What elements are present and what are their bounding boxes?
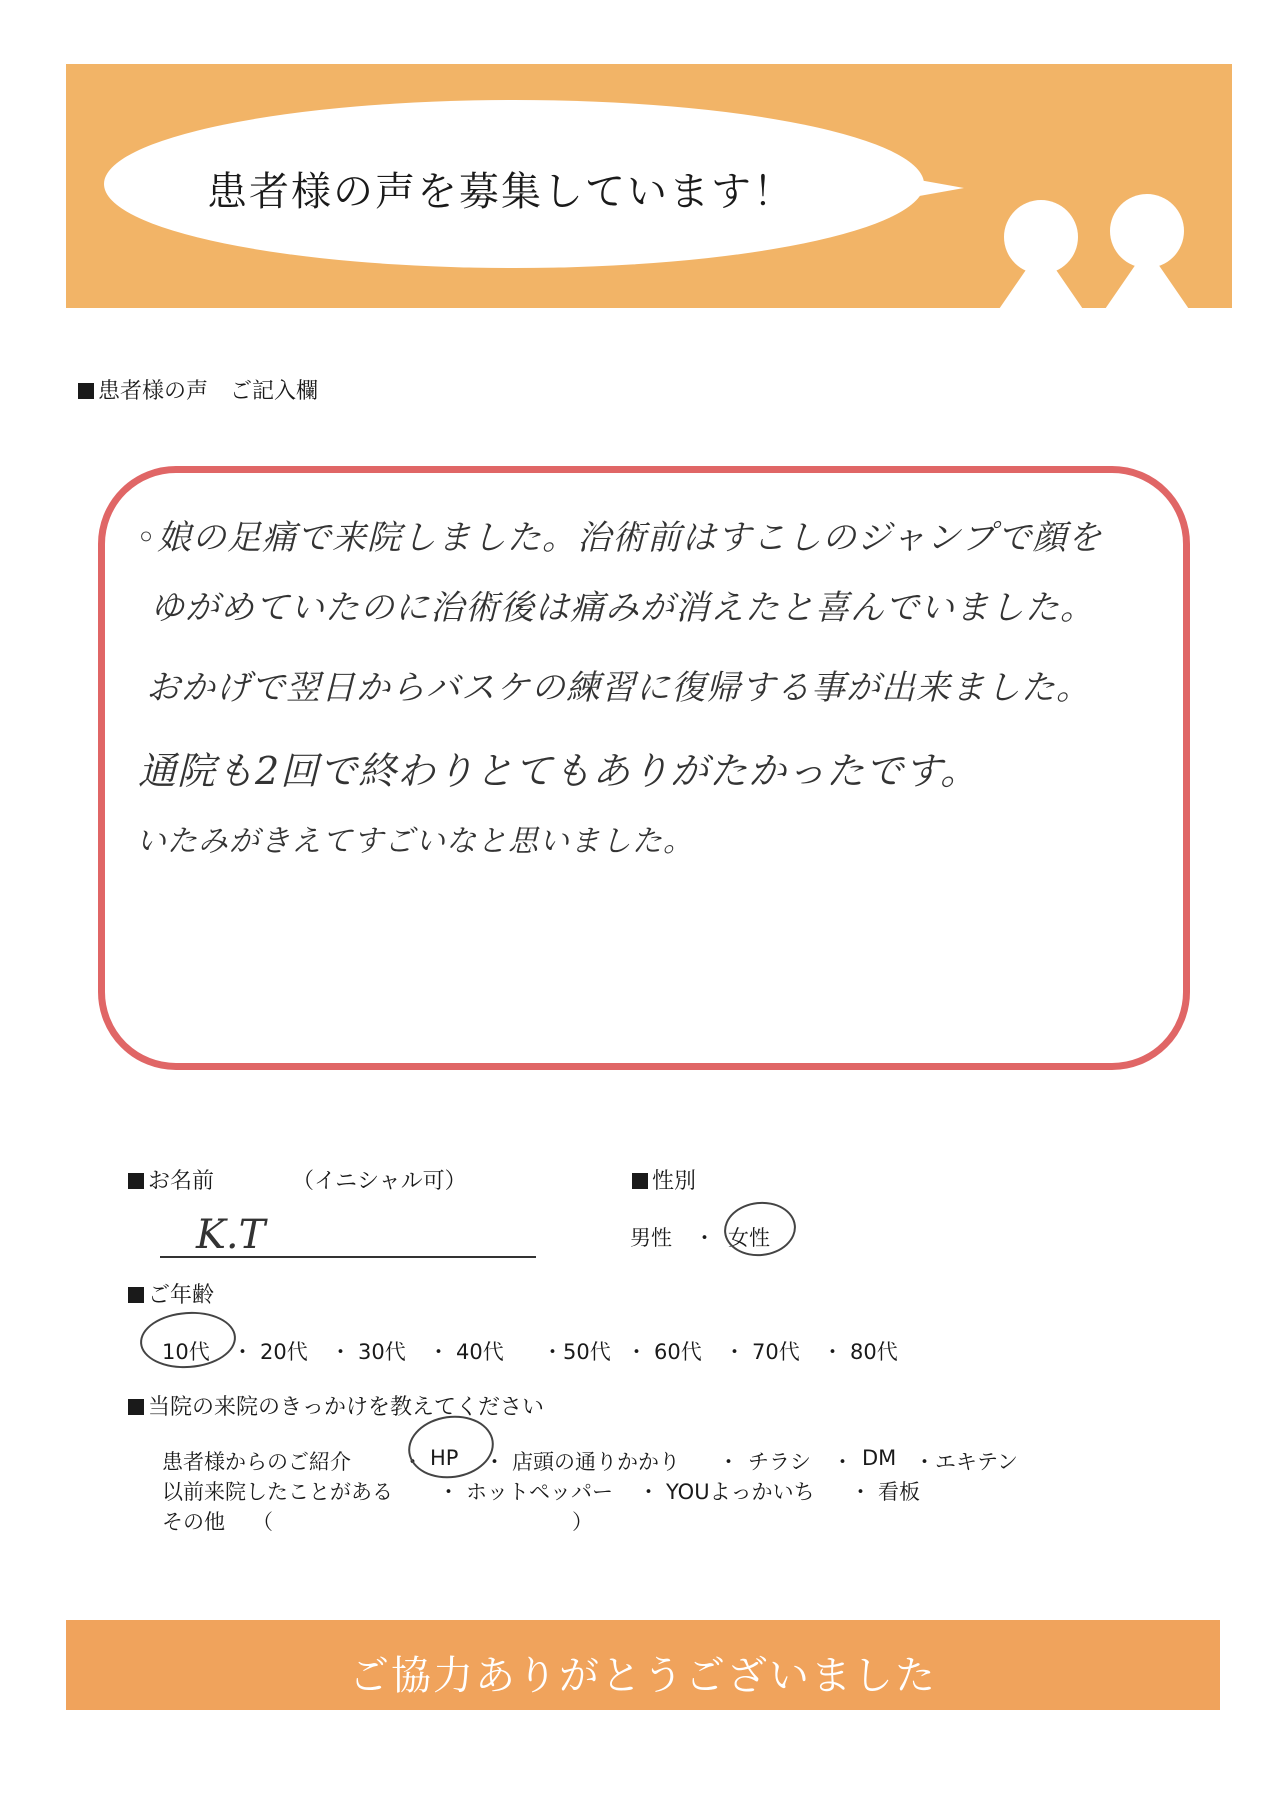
- page-title: 患者様の声を募集しています！: [207, 169, 795, 215]
- source-option-you-yokkaichi[interactable]: YOUよっかいち: [666, 1480, 815, 1504]
- source-option-returning[interactable]: 以前来院したことがある: [162, 1480, 393, 1504]
- name-label: お名前: [128, 1164, 214, 1195]
- selection-circle: [138, 1309, 238, 1372]
- name-note: （イニシャル可）: [292, 1169, 467, 1194]
- source-separator: ・: [402, 1450, 423, 1474]
- source-separator: ・: [484, 1450, 505, 1474]
- age-option-50s[interactable]: ・50代: [542, 1340, 611, 1364]
- age-option-40s[interactable]: 40代: [456, 1340, 504, 1364]
- comment-line: おかげで翌日からバスケの練習に復帰する事が出来ました。: [146, 668, 1091, 708]
- square-bullet-icon: [128, 1399, 144, 1415]
- source-option-other[interactable]: その他: [162, 1510, 225, 1534]
- age-option-10s[interactable]: 10代: [162, 1340, 210, 1364]
- comment-line: 通院も2回で終わりとてもありがたかったです。: [138, 749, 980, 793]
- gender-option-female[interactable]: 女性: [728, 1226, 770, 1250]
- age-separator: ・: [330, 1340, 351, 1364]
- comment-line: いたみがきえてすごいなと思いました。: [136, 824, 694, 859]
- age-option-30s[interactable]: 30代: [358, 1340, 406, 1364]
- source-option-referral[interactable]: 患者様からのご紹介: [162, 1450, 351, 1474]
- age-separator: ・: [626, 1340, 647, 1364]
- source-option-dm[interactable]: DM: [862, 1446, 897, 1470]
- square-bullet-icon: [632, 1173, 648, 1189]
- age-separator: ・: [428, 1340, 449, 1364]
- header-banner: [66, 64, 1232, 308]
- age-separator: ・: [724, 1340, 745, 1364]
- source-option-ekiten[interactable]: ・エキテン: [914, 1450, 1018, 1474]
- speech-bubble-tail: [908, 178, 964, 198]
- age-option-80s[interactable]: 80代: [850, 1340, 898, 1364]
- gender-option-male[interactable]: 男性: [630, 1226, 672, 1250]
- source-option-hp[interactable]: HP: [430, 1446, 459, 1470]
- gender-label: 性別: [632, 1164, 696, 1195]
- age-separator: ・: [232, 1340, 253, 1364]
- age-separator: ・: [822, 1340, 843, 1364]
- footer-text: ご協力ありがとうございました: [349, 1653, 937, 1699]
- source-option-storefront[interactable]: 店頭の通りかかり: [512, 1450, 680, 1474]
- source-separator: ・: [850, 1480, 871, 1504]
- age-option-20s[interactable]: 20代: [260, 1340, 308, 1364]
- source-separator: ・: [718, 1450, 739, 1474]
- name-underline: [160, 1256, 536, 1258]
- source-option-signboard[interactable]: 看板: [878, 1480, 920, 1504]
- comment-line: ゆがめていたのに治術後は痛みが消えたと喜んでいました。: [150, 588, 1095, 628]
- age-option-70s[interactable]: 70代: [752, 1340, 800, 1364]
- square-bullet-icon: [128, 1173, 144, 1189]
- other-paren-open: （: [252, 1510, 273, 1534]
- footer-banner: [66, 1620, 1220, 1710]
- source-separator: ・: [438, 1480, 459, 1504]
- square-bullet-icon: [78, 383, 94, 399]
- age-option-60s[interactable]: 60代: [654, 1340, 702, 1364]
- other-paren-close: ）: [572, 1510, 593, 1534]
- name-field[interactable]: K.T: [196, 1212, 266, 1258]
- comment-section-label: 患者様の声 ご記入欄: [78, 374, 318, 405]
- gender-separator: ・: [694, 1226, 715, 1250]
- comment-line: ◦娘の足痛で来院しました。治術前はすこしのジャンプで顔を: [136, 518, 1103, 558]
- source-label: 当院の来院のきっかけを教えてください: [128, 1390, 544, 1421]
- source-option-hotpepper[interactable]: ホットペッパー: [466, 1480, 613, 1504]
- source-separator: ・: [832, 1450, 853, 1474]
- source-separator: ・: [638, 1480, 659, 1504]
- age-label: ご年齢: [128, 1278, 214, 1309]
- square-bullet-icon: [128, 1287, 144, 1303]
- source-option-flyer[interactable]: チラシ: [748, 1450, 811, 1474]
